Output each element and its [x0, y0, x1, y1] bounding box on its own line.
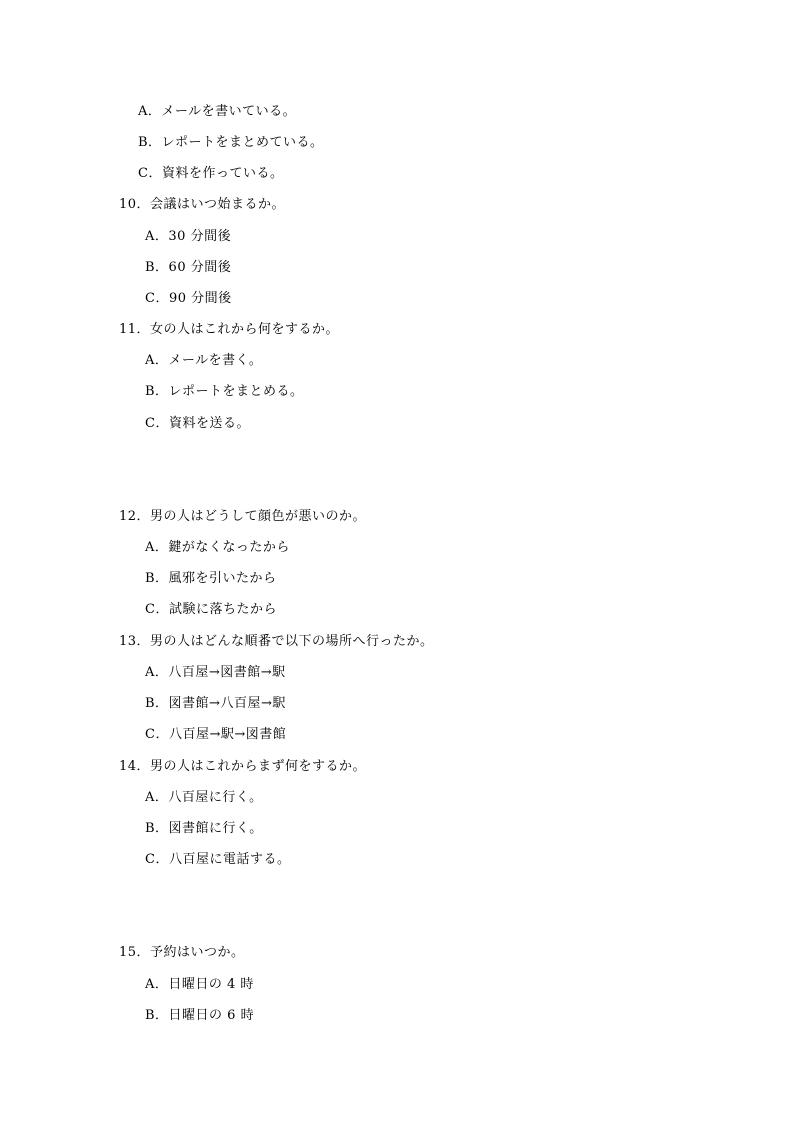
question-15-option-b: B．日曜日の 6 時 — [145, 1008, 255, 1023]
question-11-option-a: A．メールを書く。 — [145, 353, 263, 368]
question-11-option-b: B．レポートをまとめる。 — [145, 384, 304, 399]
question-14-option-c: C．八百屋に電話する。 — [145, 852, 291, 867]
question-12-option-c: C．試験に落ちたから — [145, 602, 277, 617]
question-12-option-a: A．鍵がなくなったから — [145, 540, 290, 555]
question-14-stem: 14．男の人はこれからまず何をするか。 — [119, 759, 367, 774]
question-11-option-c: C．資料を送る。 — [145, 416, 250, 431]
option-b: B．レポートをまとめている。 — [138, 135, 324, 150]
question-13-stem: 13．男の人はどんな順番で以下の場所へ行ったか。 — [119, 634, 434, 649]
question-11-stem: 11．女の人はこれから何をするか。 — [119, 322, 340, 337]
question-13-option-b: B．図書館→八百屋→駅 — [145, 696, 286, 711]
question-14-option-a: A．八百屋に行く。 — [145, 790, 263, 805]
question-10-option-a: A．30 分間後 — [145, 229, 232, 244]
question-10-option-c: C．90 分間後 — [145, 291, 232, 306]
question-15-stem: 15．予約はいつか。 — [119, 945, 245, 960]
question-10-stem: 10．会議はいつ始まるか。 — [119, 197, 286, 212]
question-12-option-b: B．風邪を引いたから — [145, 571, 277, 586]
option-a: A．メールを書いている。 — [138, 104, 297, 119]
question-10-option-b: B．60 分間後 — [145, 260, 232, 275]
question-12-stem: 12．男の人はどうして顔色が悪いのか。 — [119, 509, 367, 524]
option-c: C．資料を作っている。 — [138, 166, 284, 181]
question-15-option-a: A．日曜日の 4 時 — [145, 977, 254, 992]
question-13-option-c: C．八百屋→駅→図書館 — [145, 727, 287, 742]
question-14-option-b: B．図書館に行く。 — [145, 821, 263, 836]
question-13-option-a: A．八百屋→図書館→駅 — [145, 665, 286, 680]
